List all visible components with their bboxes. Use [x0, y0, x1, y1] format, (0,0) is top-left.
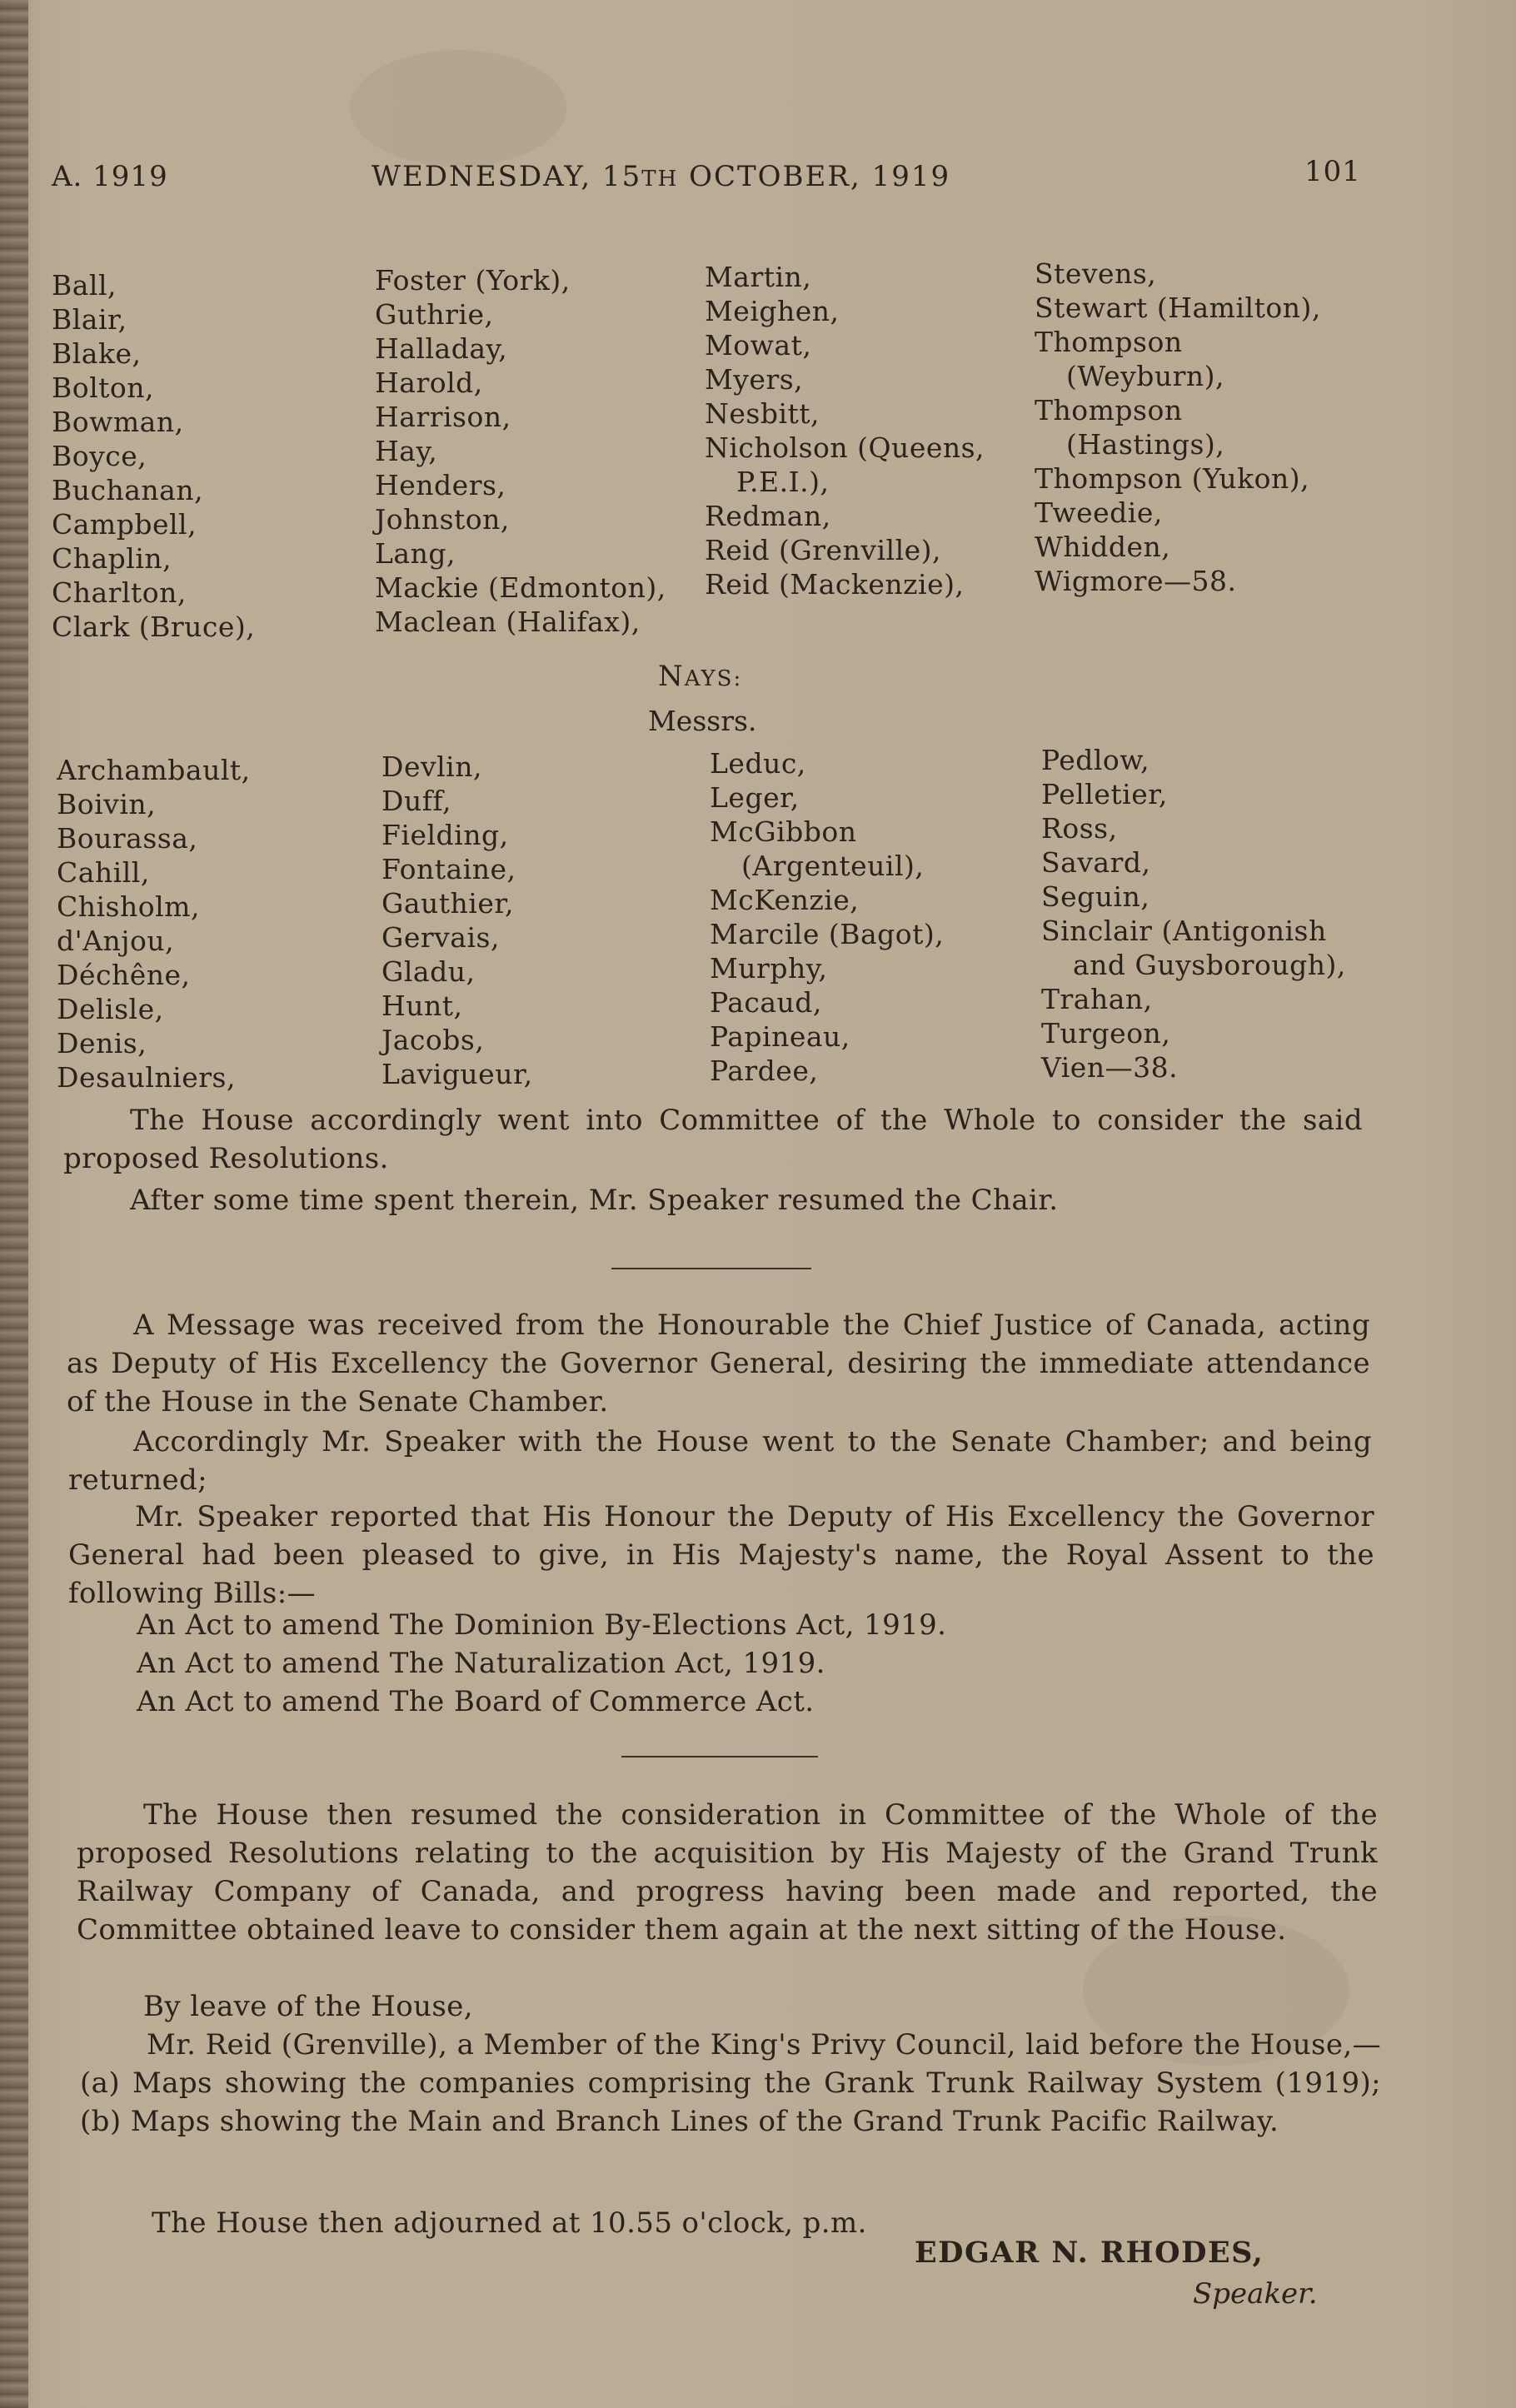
list-item: Mackie (Edmonton),	[375, 571, 666, 604]
speaker-title: Speaker.	[1193, 2277, 1318, 2311]
list-item: Myers,	[705, 363, 804, 396]
nays-column-2	[381, 750, 533, 1091]
list-item: Desaulniers,	[57, 1061, 236, 1094]
list-item: Denis,	[57, 1027, 147, 1059]
list-item: Boivin,	[57, 788, 157, 820]
list-item: Trahan,	[1041, 983, 1153, 1015]
list-item: Duff,	[381, 785, 451, 817]
list-item: Marcile (Bagot),	[710, 918, 945, 950]
bill-item: An Act to amend The Dominion By-Elections Act, 1919.	[137, 1608, 947, 1642]
list-item: Redman,	[705, 500, 831, 532]
list-item: (Weyburn),	[1066, 360, 1225, 392]
list-item: Halladay,	[375, 332, 508, 365]
list-item: Jacobs,	[381, 1024, 485, 1056]
yeas-column-1	[52, 268, 255, 644]
list-item: Harrison,	[375, 401, 511, 433]
list-item: Meighen,	[705, 295, 840, 327]
section-divider	[621, 1756, 818, 1757]
bill-item: An Act to amend The Naturalization Act, 1919.	[137, 1647, 825, 1680]
list-item: Leger,	[710, 781, 800, 814]
list-item: Charlton,	[52, 576, 187, 609]
list-item: Thompson (Yukon),	[1035, 462, 1310, 495]
header-month-year: OCTOBER, 1919	[689, 160, 951, 193]
list-item: Chaplin,	[52, 542, 172, 575]
list-item: Hay,	[375, 435, 438, 467]
list-item: Thompson	[1035, 394, 1183, 426]
list-item: Boyce,	[52, 440, 147, 472]
speaker-name: EDGAR N. RHODES,	[915, 2236, 1264, 2270]
list-item: Lavigueur,	[381, 1058, 533, 1090]
list-item: Tweedie,	[1035, 496, 1163, 529]
list-item: Guthrie,	[375, 298, 494, 331]
list-item: Pacaud,	[710, 986, 822, 1019]
list-item: Déchêne,	[57, 959, 191, 991]
paragraph-adjourned: The House then adjourned at 10.55 o'clock, p.m.	[152, 2206, 867, 2240]
paragraph-speaker-resumed: After some time spent therein, Mr. Speaker resumed the Chair.	[130, 1184, 1059, 1217]
list-item: Vien—38.	[1041, 1051, 1179, 1084]
list-item: Whidden,	[1035, 531, 1171, 563]
list-item: Pardee,	[710, 1054, 819, 1087]
list-item: Chisholm,	[57, 890, 200, 923]
list-item: Sinclair (Antigonish	[1041, 915, 1327, 947]
list-item: Gladu,	[381, 955, 476, 988]
list-item: Thompson	[1035, 326, 1183, 358]
list-item: Martin,	[705, 261, 812, 293]
list-item: Savard,	[1041, 846, 1151, 879]
list-item: Murphy,	[710, 952, 828, 985]
list-item: Stevens,	[1035, 257, 1157, 290]
list-item: Bolton,	[52, 371, 155, 404]
list-item: Archambault,	[57, 754, 251, 786]
list-item: Seguin,	[1041, 880, 1150, 913]
list-item: Harold,	[375, 366, 483, 399]
list-item: McKenzie,	[710, 884, 860, 916]
list-item: Gervais,	[381, 921, 500, 954]
paper-stain	[350, 50, 566, 167]
list-item: Foster (York),	[375, 264, 571, 297]
list-item: Johnston,	[375, 503, 510, 536]
list-item: P.E.I.),	[736, 466, 830, 498]
paragraph-by-leave: By leave of the House,	[143, 1990, 473, 2023]
header-date	[372, 160, 950, 193]
list-item: Reid (Mackenzie),	[705, 568, 965, 601]
nays-messrs-label: Messrs.	[648, 705, 757, 737]
page-binding-edge	[0, 0, 28, 2408]
list-item: Delisle,	[57, 993, 164, 1025]
paragraph-royal-assent: Mr. Speaker reported that His Honour the Deputy of His Excellency the Governor General had been pleased to give, in His Majesty's name, the Royal Assent to the following Bills:—	[68, 1500, 1374, 1610]
list-item: Papineau,	[710, 1020, 850, 1053]
list-item: Devlin,	[381, 750, 482, 783]
section-divider	[611, 1268, 811, 1269]
list-item: Nesbitt,	[705, 397, 820, 430]
list-item: Ball,	[52, 269, 117, 302]
nays-heading: NAYS:	[658, 660, 743, 693]
list-item: and Guysborough),	[1073, 949, 1346, 981]
list-item: Pedlow,	[1041, 744, 1150, 776]
nays-column-1	[57, 753, 251, 1094]
list-item: Bourassa,	[57, 822, 198, 855]
paragraph-maps-tabled: Mr. Reid (Grenville), a Member of the King's Privy Council, laid before the House,—(a) Maps showing the companies comprising the Grank Trunk Railway System (1919); (b) Maps showing the Main and Branch Lines of the Grand Trunk Pacific Railway.	[80, 2028, 1381, 2138]
header-day: WEDNESDAY,	[372, 160, 592, 193]
paragraph-accordingly: Accordingly Mr. Speaker with the House went to the Senate Chamber; and being returned;	[68, 1425, 1372, 1497]
yeas-column-4	[1035, 257, 1321, 598]
list-item: (Argenteuil),	[741, 850, 925, 882]
list-item: Gauthier,	[381, 887, 515, 920]
list-item: Ross,	[1041, 812, 1118, 845]
list-item: Bowman,	[52, 406, 184, 438]
list-item: Mowat,	[705, 329, 812, 361]
list-item: Henders,	[375, 469, 506, 501]
list-item: Blake,	[52, 337, 142, 370]
list-item: Blair,	[52, 303, 127, 336]
list-item: Lang,	[375, 537, 456, 570]
list-item: McGibbon	[710, 815, 857, 848]
header-session-year: A. 1919	[52, 160, 168, 193]
yeas-column-2	[375, 263, 666, 639]
list-item: Nicholson (Queens,	[705, 431, 985, 464]
list-item: Hunt,	[381, 990, 463, 1022]
header-date-number: 15TH	[602, 160, 679, 193]
paragraph-committee-resumed: The House then resumed the consideration in Committee of the Whole of the proposed Resolutions relating to the acquisition by His Majesty of the Grand Trunk Railway Company of Canada, and progress having been made and reported, the Committee obtained leave to consider them again at the next sitting of the House.	[77, 1798, 1378, 1947]
paragraph-message: A Message was received from the Honourable the Chief Justice of Canada, acting as Deputy of His Excellency the Governor General, desiring the immediate attendance of the House in the Senate Chamber.	[67, 1309, 1370, 1418]
list-item: Wigmore—58.	[1035, 565, 1237, 597]
list-item: (Hastings),	[1066, 428, 1225, 461]
list-item: Fontaine,	[381, 853, 516, 885]
list-item: Leduc,	[710, 747, 806, 780]
bill-item: An Act to amend The Board of Commerce Act.	[137, 1685, 815, 1718]
paragraph-committee: The House accordingly went into Committee of the Whole to consider the said proposed Resolutions.	[63, 1104, 1363, 1175]
list-item: Fielding,	[381, 819, 509, 851]
list-item: Campbell,	[52, 508, 197, 541]
list-item: Maclean (Halifax),	[375, 606, 641, 638]
list-item: Cahill,	[57, 856, 150, 889]
list-item: Stewart (Hamilton),	[1035, 292, 1321, 324]
nays-column-3	[710, 746, 944, 1088]
list-item: Buchanan,	[52, 474, 204, 506]
nays-column-4	[1041, 743, 1346, 1084]
header-page-number: 101	[1304, 155, 1361, 188]
list-item: Reid (Grenville),	[705, 534, 942, 566]
list-item: Turgeon,	[1041, 1017, 1171, 1049]
yeas-column-3	[705, 260, 985, 601]
list-item: Clark (Bruce),	[52, 611, 256, 643]
list-item: d'Anjou,	[57, 925, 175, 957]
list-item: Pelletier,	[1041, 778, 1168, 810]
bills-list	[137, 1606, 946, 1721]
